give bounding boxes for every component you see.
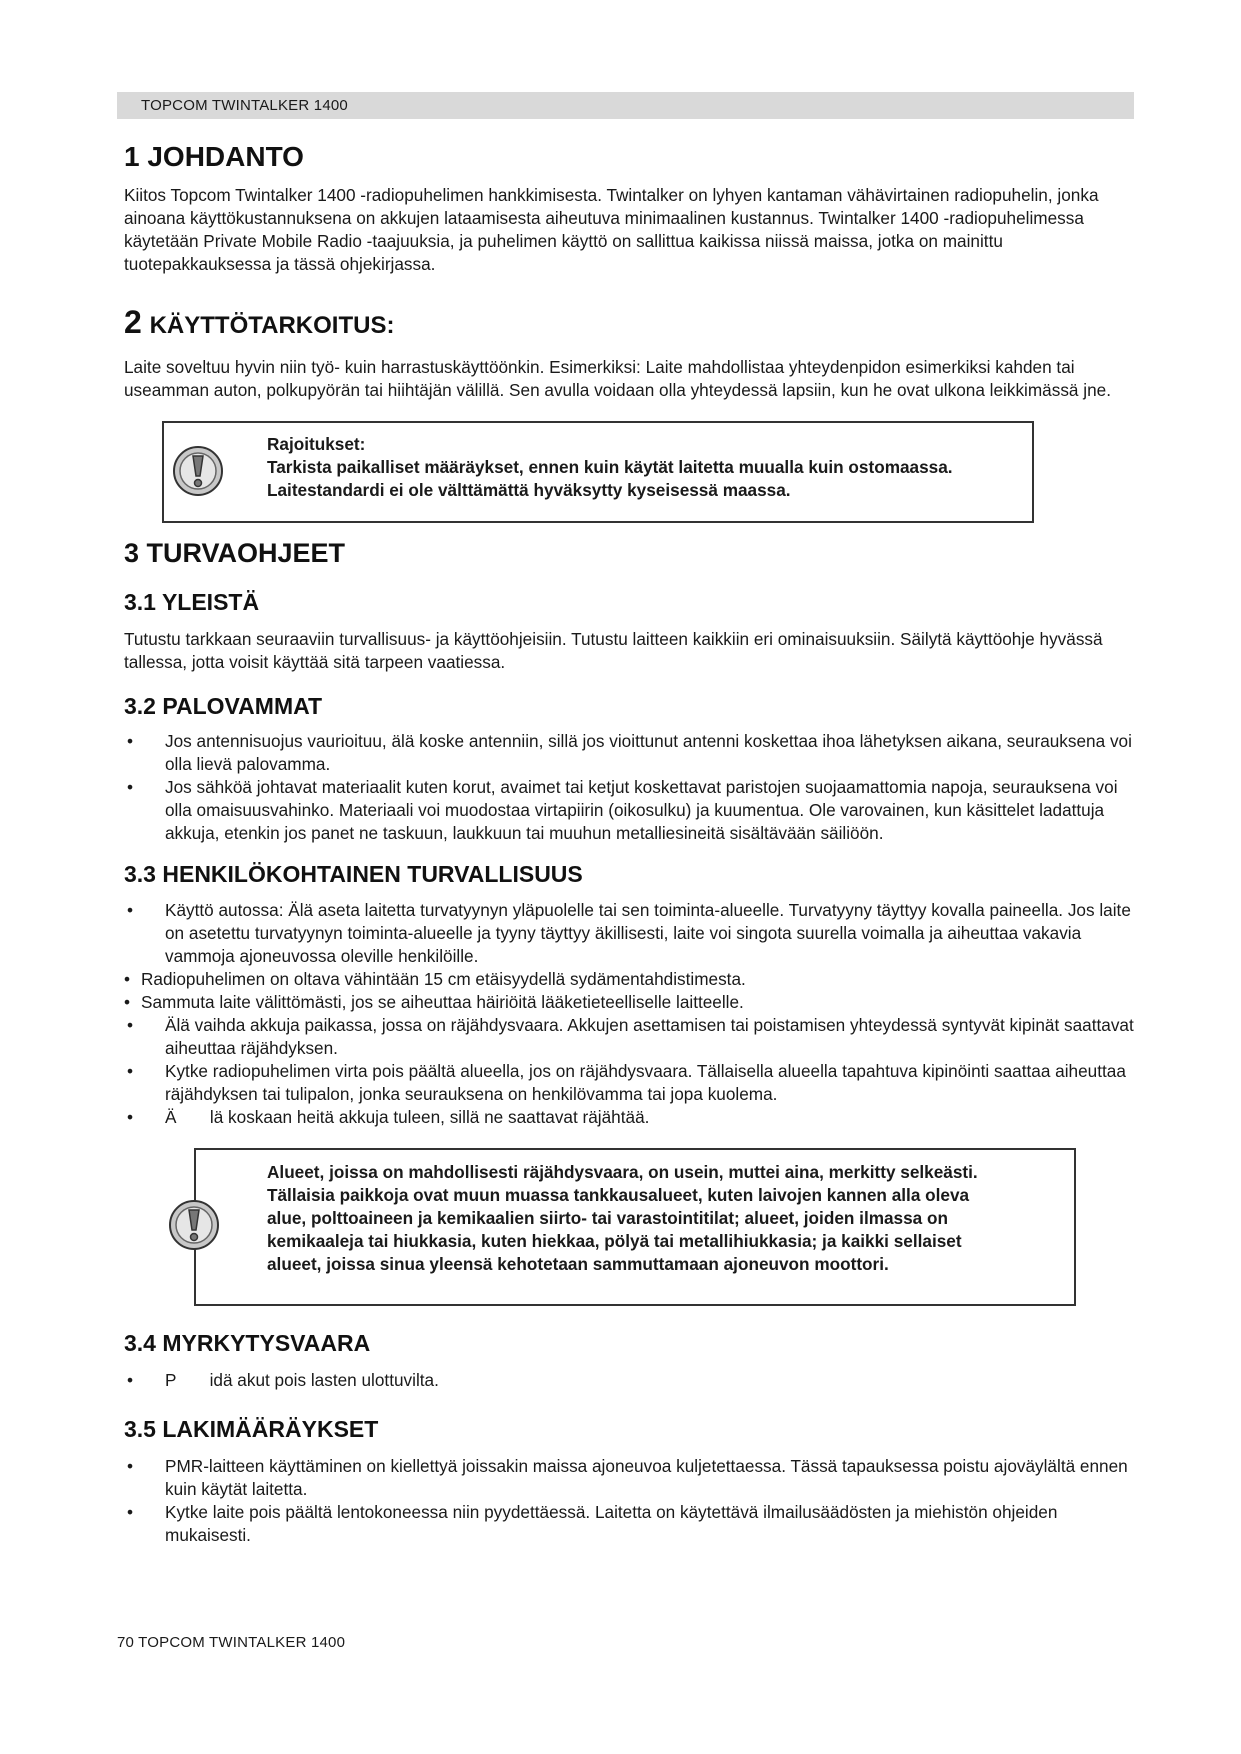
heading-yleista: 3.1 YLEISTÄ bbox=[124, 589, 260, 615]
heading-text: KÄYTTÖTARKOITUS: bbox=[149, 312, 395, 339]
warning-icon bbox=[172, 445, 224, 502]
list-item: • Sammuta laite välittömästi, jos se aiheuttaa häiriöitä lääketieteelliselle laitteelle. bbox=[124, 992, 744, 1012]
list-item: • Älä vaihda akkuja paikassa, jossa on räjähdysvaara. Akkujen asettamisen tai poistamisen yhteydessä syntyvät kipinät saattavat aiheuttaa räjähdyksen. bbox=[127, 1015, 1134, 1058]
heading-henkilokohtainen-turvallisuus: 3.3 HENKILÖKOHTAINEN TURVALLISUUS bbox=[124, 861, 583, 887]
list-item: • PMR-laitteen käyttäminen on kiellettyä joissakin maissa ajoneuvoa kuljetettaessa. Tässä tapauksessa poistu ajoväylältä ennen kuin käytät laitetta. bbox=[127, 1456, 1128, 1499]
note-title: Rajoitukset: bbox=[267, 434, 366, 454]
header-title: TOPCOM TWINTALKER 1400 bbox=[141, 97, 348, 114]
heading-palovammat: 3.2 PALOVAMMAT bbox=[124, 693, 323, 719]
note-rajoitukset bbox=[162, 421, 1034, 523]
warning-icon bbox=[168, 1199, 220, 1256]
list-palovammat bbox=[124, 730, 1142, 845]
list-item: • Ä lä koskaan heitä akkuja tuleen, sillä ne saattavat räjähtää. bbox=[127, 1107, 650, 1127]
page-content bbox=[124, 136, 1142, 1547]
note-text: Alueet, joissa on mahdollisesti räjähdysvaara, on usein, muttei aina, merkitty selkeästi. Tällaisia paikkoja ovat muun muassa tankkausalueet, kuten laivojen kannen alla oleva alue, polttoaineen ja kemikaalien siirto- tai varastointitilat; alueet, joiden ilmassa on kemikaaleja tai hiukkasia, kuten hiekkaa, pölyä tai metallihiukkasia; ja kaikki sellaiset alueet, joissa sinua yleensä kehotetaan sammuttamaan ajoneuvon moottori. bbox=[267, 1162, 978, 1274]
page-footer: 70 TOPCOM TWINTALKER 1400 bbox=[117, 1634, 346, 1651]
list-item: • Käyttö autossa: Älä aseta laitetta turvatyynyn yläpuolelle tai sen toiminta-alueelle. Turvatyyny täyttyy kovalla paineella. Jos laite on asetettu turvatyynyn toiminta-alueelle ja tyyny täyttyy äkillisesti, laite voi singota suurella voimalla ja aiheuttaa vakavia vammoja ajoneuvossa oleville henkilöille. bbox=[127, 900, 1131, 966]
heading-myrkytysvaara: 3.4 MYRKYTYSVAARA bbox=[124, 1330, 371, 1356]
list-item: • P idä akut pois lasten ulottuvilta. bbox=[127, 1370, 439, 1390]
note-rajahdysvaara bbox=[194, 1148, 1076, 1306]
note-body: Tarkista paikalliset määräykset, ennen kuin käytät laitetta muualla kuin ostomaassa. Laitestandardi ei ole välttämättä hyväksytty kyseisessä maassa. bbox=[267, 457, 953, 500]
heading-lakimaaraykset: 3.5 LAKIMÄÄRÄYKSET bbox=[124, 1416, 379, 1442]
list-item: • Jos sähköä johtavat materiaalit kuten korut, avaimet tai ketjut koskettavat paristojen suojaamattomia napoja, seurauksena voi olla omaisuusvahinko. Materiaali voi muodostaa virtapiirin (oikosulku) ja kuumentua. Ole varovainen, kun käsittelet ladattuja akkuja, etenkin jos panet ne taskuun, laukkuun tai muuhun metalliesineitä sisältävään säiliöön. bbox=[127, 777, 1118, 843]
paragraph-yleista: Tutustu tarkkaan seuraaviin turvallisuus- ja käyttöohjeisiin. Tutustu laitteen kaikkiin eri ominaisuuksiin. Säilytä käyttöohje hyvässä tallessa, jotta voisit käyttää sitä tarpeen vaatiessa. bbox=[124, 629, 1103, 672]
list-myrkytysvaara bbox=[124, 1369, 1142, 1392]
running-header bbox=[117, 92, 1134, 119]
list-item: • Radiopuhelimen on oltava vähintään 15 cm etäisyydellä sydämentahdistimesta. bbox=[124, 969, 746, 989]
list-henkilokohtainen-turvallisuus bbox=[124, 899, 1142, 1129]
paragraph-johdanto: Kiitos Topcom Twintalker 1400 -radiopuhelimen hankkimisesta. Twintalker on lyhyen kantaman vähävirtainen radiopuhelin, jonka ainoana käyttökustannuksena on akkujen lataamisesta aiheutuva minimaalinen kustannus. Twintalker 1400 -radiopuhelimessa käytetään Private Mobile Radio -taajuuksia, ja puhelimen käyttö on sallittua kaikissa niissä maissa, jotka on mainittu tuotepakkauksessa ja tässä ohjekirjassa. bbox=[124, 185, 1099, 274]
list-lakimaaraykset bbox=[124, 1455, 1142, 1547]
heading-kayttotarkoitus bbox=[124, 305, 1142, 343]
list-item: • Kytke radiopuhelimen virta pois päältä alueella, jos on räjähdysvaara. Tällaisella alueella tapahtuva kipinöinti saattaa aiheuttaa räjähdyksen tai tulipalon, jonka seurauksena on henkilövamma tai jopa kuolema. bbox=[127, 1061, 1126, 1104]
paragraph-kayttotarkoitus: Laite soveltuu hyvin niin työ- kuin harrastuskäyttöönkin. Esimerkiksi: Laite mahdollistaa yhteydenpidon esimerkiksi kahden tai useamman auton, polkupyörän tai hiihtäjän välillä. Sen avulla voidaan olla yhteydessä lapsiin, kun he ovat ulkona leikkimässä jne. bbox=[124, 357, 1111, 400]
heading-number: 2 bbox=[124, 304, 142, 340]
list-item: • Kytke laite pois päältä lentokoneessa niin pyydettäessä. Laitetta on käytettävä ilmailusäädösten ja miehistön ohjeiden mukaisesti. bbox=[127, 1502, 1058, 1545]
heading-turvaohjeet: 3 TURVAOHJEET bbox=[124, 538, 346, 568]
heading-johdanto: 1 JOHDANTO bbox=[124, 141, 304, 172]
list-item: • Jos antennisuojus vaurioituu, älä koske antenniin, sillä jos vioittunut antenni koskettaa ihoa lähetyksen aikana, seurauksena voi olla lievä palovamma. bbox=[127, 731, 1132, 774]
